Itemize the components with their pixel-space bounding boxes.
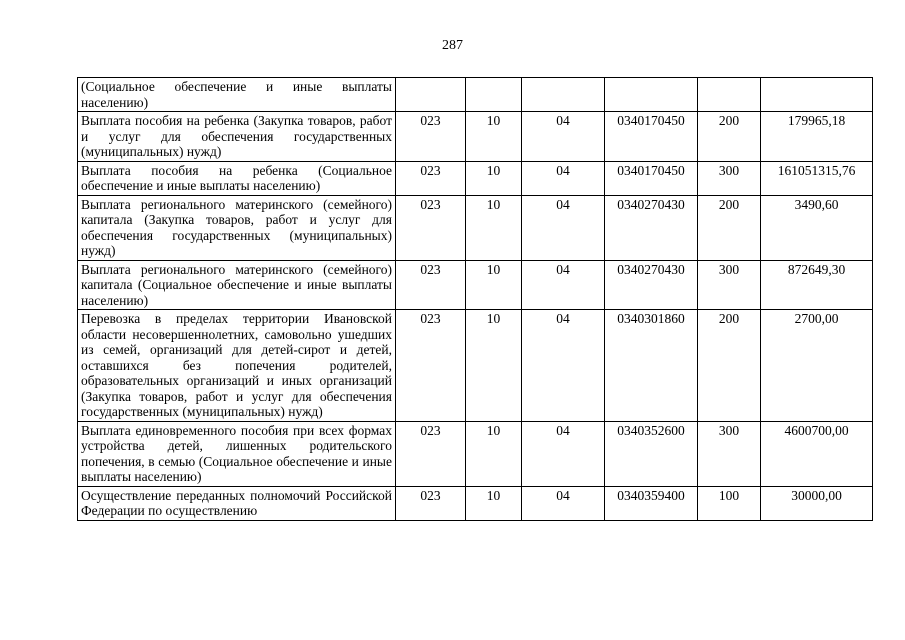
table-row <box>78 310 873 422</box>
amount-cell: 872649,30 <box>761 260 873 310</box>
amount-cell: 179965,18 <box>761 112 873 162</box>
target-article-cell: 0340352600 <box>605 421 698 486</box>
expense-type-cell: 300 <box>698 421 761 486</box>
row-name-cell: Перевозка в пределах территории Ивановской области несовершеннолетних, самовольно ушедших из семей, организаций для детей-сирот и детей, оставшихся без попечения родителей, образовательных организаций и иных организаций (Закупка товаров, работ и услуг для обеспечения государственных (муниципальных) нужд) <box>78 310 396 422</box>
expense-type-cell <box>698 78 761 112</box>
expense-type-cell: 200 <box>698 112 761 162</box>
row-name-cell: Осуществление переданных полномочий Российской Федерации по осуществлению <box>78 486 396 520</box>
table-row <box>78 421 873 486</box>
row-name-cell: Выплата пособия на ребенка (Закупка товаров, работ и услуг для обеспечения государственных (муниципальных) нужд) <box>78 112 396 162</box>
admin-code-cell: 023 <box>396 112 466 162</box>
table-row <box>78 486 873 520</box>
subsection-cell: 04 <box>522 161 605 195</box>
target-article-cell: 0340170450 <box>605 112 698 162</box>
section-cell: 10 <box>466 195 522 260</box>
table-row <box>78 260 873 310</box>
target-article-cell: 0340170450 <box>605 161 698 195</box>
subsection-cell <box>522 78 605 112</box>
row-name-cell: Выплата пособия на ребенка (Социальное обеспечение и иные выплаты населению) <box>78 161 396 195</box>
amount-cell: 2700,00 <box>761 310 873 422</box>
expense-type-cell: 200 <box>698 310 761 422</box>
admin-code-cell: 023 <box>396 260 466 310</box>
amount-cell: 4600700,00 <box>761 421 873 486</box>
row-name-cell: (Социальное обеспечение и иные выплаты населению) <box>78 78 396 112</box>
subsection-cell: 04 <box>522 112 605 162</box>
amount-cell: 161051315,76 <box>761 161 873 195</box>
admin-code-cell: 023 <box>396 310 466 422</box>
expense-type-cell: 300 <box>698 260 761 310</box>
admin-code-cell: 023 <box>396 195 466 260</box>
target-article-cell: 0340359400 <box>605 486 698 520</box>
amount-cell: 3490,60 <box>761 195 873 260</box>
admin-code-cell: 023 <box>396 486 466 520</box>
expense-type-cell: 100 <box>698 486 761 520</box>
section-cell <box>466 78 522 112</box>
section-cell: 10 <box>466 421 522 486</box>
table-row <box>78 112 873 162</box>
row-name-cell: Выплата регионального материнского (семейного) капитала (Социальное обеспечение и иные выплаты населению) <box>78 260 396 310</box>
budget-table <box>77 77 873 521</box>
target-article-cell <box>605 78 698 112</box>
subsection-cell: 04 <box>522 195 605 260</box>
row-name-cell: Выплата регионального материнского (семейного) капитала (Закупка товаров, работ и услуг для обеспечения государственных (муниципальных) нужд) <box>78 195 396 260</box>
section-cell: 10 <box>466 112 522 162</box>
table-row <box>78 195 873 260</box>
amount-cell <box>761 78 873 112</box>
row-name-cell: Выплата единовременного пособия при всех формах устройства детей, лишенных родительского попечения, в семью (Социальное обеспечение и иные выплаты населению) <box>78 421 396 486</box>
table-row <box>78 161 873 195</box>
section-cell: 10 <box>466 260 522 310</box>
admin-code-cell: 023 <box>396 421 466 486</box>
target-article-cell: 0340301860 <box>605 310 698 422</box>
admin-code-cell <box>396 78 466 112</box>
target-article-cell: 0340270430 <box>605 195 698 260</box>
section-cell: 10 <box>466 486 522 520</box>
subsection-cell: 04 <box>522 421 605 486</box>
expense-type-cell: 300 <box>698 161 761 195</box>
section-cell: 10 <box>466 310 522 422</box>
subsection-cell: 04 <box>522 260 605 310</box>
amount-cell: 30000,00 <box>761 486 873 520</box>
expense-type-cell: 200 <box>698 195 761 260</box>
subsection-cell: 04 <box>522 486 605 520</box>
subsection-cell: 04 <box>522 310 605 422</box>
target-article-cell: 0340270430 <box>605 260 698 310</box>
table-row <box>78 78 873 112</box>
page-number: 287 <box>442 38 463 53</box>
section-cell: 10 <box>466 161 522 195</box>
admin-code-cell: 023 <box>396 161 466 195</box>
